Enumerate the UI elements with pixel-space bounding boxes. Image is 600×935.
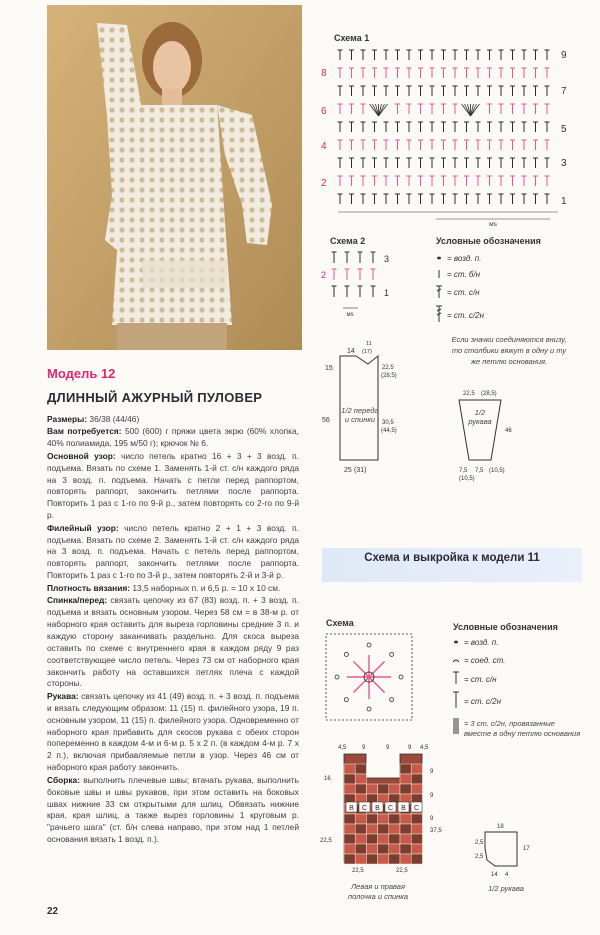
model11-sleeve-dim-2-5-a: 2,5 — [475, 840, 484, 846]
page-number: 22 — [47, 906, 59, 917]
model11-header-band — [322, 548, 582, 582]
grid-cell — [378, 784, 389, 794]
grid-cells — [344, 754, 422, 864]
model11-sleeve-dim-4: 4 — [505, 872, 509, 878]
scheme1-chart — [318, 44, 580, 229]
grid-cell — [366, 834, 377, 844]
grid-cell — [389, 814, 400, 824]
model11-sleeve-dim-18: 18 — [497, 824, 504, 830]
grid-cell — [411, 854, 422, 864]
sleeve-pattern-label: 1/2 рукава — [468, 408, 492, 426]
fan-mark — [465, 104, 471, 116]
grid-letter: C — [387, 805, 394, 812]
grid-dim-9-c: 9 — [408, 745, 412, 751]
grid-dim-4-5-a: 4,5 — [338, 745, 347, 751]
motif-loop — [399, 675, 403, 679]
grid-dim-9-d: 9 — [430, 769, 434, 775]
scheme2-chart — [318, 246, 398, 321]
assembly-paragraph: Сборка: выполнить плечевые швы; втачать рукава, выполнить боковые швы и швы рукавов, при этом оставить на боковых швах нижние 33 см открытыми для шлиц. Обвязать нижние края, края шлиц, а также вырез горловины 1 круговым р. "рачьего шага" (ст. б/н слева направо, при этом над 1 петлей основания вязать 1 возд. п.). — [47, 774, 299, 845]
scheme2-rows — [332, 252, 376, 297]
body-dim-56: 56 — [322, 417, 330, 424]
model11-sleeve-dim-17: 17 — [523, 846, 530, 852]
scheme1-row-5: 5 — [561, 124, 567, 135]
main-pattern-paragraph: Основной узор: число петель кратно 16 + 3 + 3 возд. п. подъема. Вязать по схеме 1. Заменять 1-й ст. с/н каждого ряда на 3 возд. п. подъема. Начать с петли перед раппортом, повторять раппорт, закончить петлями после раппорта. Повторить 1 раз с 1-го по 9-й р., затем повторять со 2-го по 9-й р. — [47, 450, 299, 521]
grid-cell — [411, 844, 422, 854]
legend1-title: Условные обозначения — [436, 236, 541, 246]
grid-dim-9-f: 9 — [430, 816, 434, 822]
grid-dim-9-e: 9 — [430, 793, 434, 799]
scheme1-row-8: 8 — [321, 68, 327, 79]
grid-cell — [400, 814, 411, 824]
motif-spoke — [353, 677, 369, 693]
body-dim-28-5: (28,5) — [381, 373, 397, 379]
model11-legend-item-1: = возд. п. — [464, 638, 499, 647]
grid-cell — [378, 854, 389, 864]
motif-loop — [344, 698, 348, 702]
sizes-paragraph: Размеры: 36/38 (44/46) — [47, 414, 140, 424]
density-paragraph: Плотность вязания: 13,5 наборных п. и 6,5 р. = 10 х 10 см. — [47, 582, 281, 593]
scheme2-ms-label: мs — [346, 312, 354, 318]
grid-cell — [366, 784, 377, 794]
grid-cell — [389, 844, 400, 854]
back-front-paragraph: Спинка/перед: связать цепочку из 67 (83) возд. п. + 3 возд. п. подъема и вязать основным узором. Через 58 см = в 38-м р. от наборного края оставить для выреза горловины средние 3 п. и каждую сторону заканчивать раздельно. Для скоса выреза оставить по схеме с внутреннего края в каждом ряду 9 раз соответствующее число петель. Через 73 см от наборного края закончить работу на оставшихся петлях плеча с каждой стороны. — [47, 595, 299, 689]
grid-cell — [411, 834, 422, 844]
grid-cell — [344, 844, 355, 854]
model-photo-illustration — [47, 5, 302, 350]
sleeve-dim-10-5-b: (10,5) — [489, 468, 505, 474]
body-dim-14: 14 — [347, 348, 355, 355]
grid-cell — [355, 814, 366, 824]
body-dim-17: (17) — [362, 349, 372, 355]
grid-dim-4-5-b: 4,5 — [420, 745, 429, 751]
model11-sleeve-outline — [485, 832, 517, 866]
grid-dim-22-5-c: 22,5 — [396, 868, 408, 874]
grid-cell — [366, 844, 377, 854]
grid-dim-37-5: 37,5 — [430, 828, 442, 834]
model11-motif-chart — [322, 630, 417, 725]
sleeves-paragraph: Рукава: связать цепочку из 41 (49) возд. п. + 3 возд. п. подъема и вязать следующим образом: 11 (15) п. филейного узора, 19 п. основным узором, 11 (15) п. филейного узора. Одновременно от наборного края прибавить для скосов рукава с обеих сторон попеременно в каждом 4-м и 6-м р. 5 х 2 п. (в каждом 4-м р. 7 х 2 п.), включая прибавляемые петли в узор. Через 46 см от наборного края работу закончить. — [47, 690, 299, 773]
grid-dim-22-5-a: 22,5 — [320, 838, 332, 844]
sleeve-dim-7-5-a: 7,5 — [459, 468, 468, 474]
slip-stitch-icon — [453, 660, 459, 662]
grid-cell — [411, 784, 422, 794]
grid-cell — [344, 764, 355, 774]
motif-spoke — [369, 677, 385, 693]
model11-sleeve-dim-2-5-b: 2,5 — [475, 854, 484, 860]
grid-letter: B — [375, 805, 380, 812]
grid-cell — [378, 834, 389, 844]
grid-dim-9-b: 9 — [386, 745, 390, 751]
scheme2-row-2: 2 — [321, 270, 327, 280]
motif-spoke — [369, 661, 385, 677]
article-title: ДЛИННЫЙ АЖУРНЫЙ ПУЛОВЕР — [47, 390, 263, 405]
grid-cell — [344, 824, 355, 834]
grid-cell — [378, 844, 389, 854]
model-title: Модель 12 — [47, 366, 116, 381]
grid-cell — [344, 774, 355, 784]
model11-scheme-title: Схема — [326, 618, 354, 628]
grid-cell — [411, 764, 422, 774]
scheme1-row-1: 1 — [561, 196, 567, 207]
body-dim-25: 25 — [344, 467, 352, 474]
model11-title: Схема и выкройка к модели 11 — [364, 552, 540, 564]
grid-cell — [411, 824, 422, 834]
grid-cell — [400, 774, 411, 784]
model11-sleeve-dim-14: 14 — [491, 872, 498, 878]
grid-cell — [355, 784, 366, 794]
body-pattern-label: 1/2 переда и спинки — [341, 406, 379, 424]
grid-cell — [378, 824, 389, 834]
grid-cell — [389, 854, 400, 864]
scheme1-row-6: 6 — [321, 106, 327, 117]
legend1-list — [433, 248, 593, 328]
grid-cell — [355, 844, 366, 854]
legend1-note: Если значки соединяются внизу, то столбики вяжут в одну и ту же петлю основания. — [451, 335, 567, 366]
grid-cell — [389, 784, 400, 794]
grid-letter: B — [349, 805, 354, 812]
grid-cell — [355, 854, 366, 864]
motif-loop — [367, 643, 371, 647]
body-dim-22-5: 22,5 — [382, 365, 394, 371]
model11-sleeve-pattern — [465, 820, 545, 880]
sleeve-dim-46: 46 — [505, 428, 512, 434]
grid-cell — [400, 854, 411, 864]
fan-mark — [373, 104, 379, 116]
grid-cell — [400, 784, 411, 794]
scheme1-row-2: 2 — [321, 178, 327, 189]
motif-loop — [390, 652, 394, 656]
grid-cell — [366, 854, 377, 864]
grid-cell — [400, 824, 411, 834]
grid-letter: C — [361, 805, 368, 812]
model11-legend-item-3: = ст. с/н — [464, 675, 497, 684]
grid-caption: Левая и правая полочка и спинка — [347, 882, 409, 901]
body-dim-44-5: (44,5) — [381, 428, 397, 434]
grid-cell — [366, 814, 377, 824]
sleeve-dim-28-5: (28,5) — [481, 391, 497, 397]
body-dim-30-5: 30,5 — [382, 420, 394, 426]
motif-loop — [344, 652, 348, 656]
sleeve-dim-7-5-b: 7,5 — [475, 468, 484, 474]
chain-stitch-icon — [437, 257, 441, 260]
sleeve-pattern — [455, 386, 535, 496]
scheme1-row-9: 9 — [561, 50, 567, 61]
grid-cell — [344, 814, 355, 824]
grid-cell — [366, 824, 377, 834]
body-dim-11: 11 — [366, 341, 372, 347]
grid-cell — [344, 854, 355, 864]
model11-legend-item-4: = ст. с/2н — [464, 697, 501, 706]
grid-cell — [389, 834, 400, 844]
scheme2-row-1: 1 — [384, 288, 390, 298]
model-photo — [47, 5, 302, 350]
scheme1-row-7: 7 — [561, 86, 567, 97]
motif-loop — [367, 707, 371, 711]
grid-cell — [389, 824, 400, 834]
motif-spoke — [353, 661, 369, 677]
model11-grid-pattern — [318, 740, 443, 880]
grid-cell — [411, 774, 422, 784]
grid-cell — [400, 764, 411, 774]
grid-cell — [378, 814, 389, 824]
model11-legend-item-5: = 3 ст. с/2н, провязанные вместе в одну петлю основания — [464, 719, 581, 738]
grid-cell — [355, 774, 366, 784]
grid-cell — [355, 764, 366, 774]
grid-cell — [344, 834, 355, 844]
legend1-item-4: = ст. с/2н — [447, 311, 484, 320]
legend1-item-2: = ст. б/н — [447, 270, 481, 279]
scheme1-row-3: 3 — [561, 158, 567, 169]
grid-cell — [355, 834, 366, 844]
scheme2-title: Схема 2 — [330, 236, 366, 246]
grid-letter: B — [401, 805, 406, 812]
motif-loop — [390, 698, 394, 702]
model11-legend-title: Условные обозначения — [453, 622, 558, 632]
grid-dim-16: 16 — [324, 776, 331, 782]
model11-sleeve-caption: 1/2 рукава — [488, 884, 524, 893]
legend1-item-1: = возд. п. — [447, 254, 482, 263]
grid-cell — [344, 784, 355, 794]
sleeve-dim-22-5: 22,5 — [463, 391, 475, 397]
legend1-item-3: = ст. с/н — [447, 288, 480, 297]
grid-dim-9-a: 9 — [362, 745, 366, 751]
scheme1-row-4: 4 — [321, 141, 327, 152]
filet-pattern-paragraph: Филейный узор: число петель кратно 2 + 1 + 3 возд. п. подъема. Вязать по схеме 2. Заменять 1-й ст. с/н каждого ряда на 3 возд. п. подъема. Начать с петель перед раппортом, повторять раппорт, закончить петлями после раппорта. Повторить 1 раз с 1-го по 3-й р., затем повторять 2-й и 3-й р. — [47, 522, 299, 581]
body-dim-15: 15 — [325, 365, 333, 372]
materials-paragraph: Вам потребуется: 500 (600) г пряжи цвета экрю (60% хлопка, 40% полиамида, 195 м/50 г); крючок № 6. — [47, 426, 299, 449]
scheme1-ms-label: мs — [489, 221, 497, 228]
scheme2-row-3: 3 — [384, 254, 390, 264]
scheme1-title: Схема 1 — [334, 33, 370, 43]
grid-letter: C — [413, 805, 420, 812]
scheme1-rows — [338, 50, 550, 204]
grid-cell — [411, 814, 422, 824]
chain-icon — [454, 641, 458, 644]
motif-stitches — [326, 634, 412, 720]
sleeve-dim-10-5-a: (10,5) — [459, 476, 475, 482]
grid-cell — [400, 834, 411, 844]
grid-cell — [400, 844, 411, 854]
model11-legend-item-2: = соед. ст. — [464, 656, 506, 665]
grid-dim-22-5-b: 22,5 — [352, 868, 364, 874]
body-dim-31: (31) — [354, 467, 367, 474]
instructions-text — [47, 414, 299, 847]
grid-cell — [355, 824, 366, 834]
motif-loop — [335, 675, 339, 679]
